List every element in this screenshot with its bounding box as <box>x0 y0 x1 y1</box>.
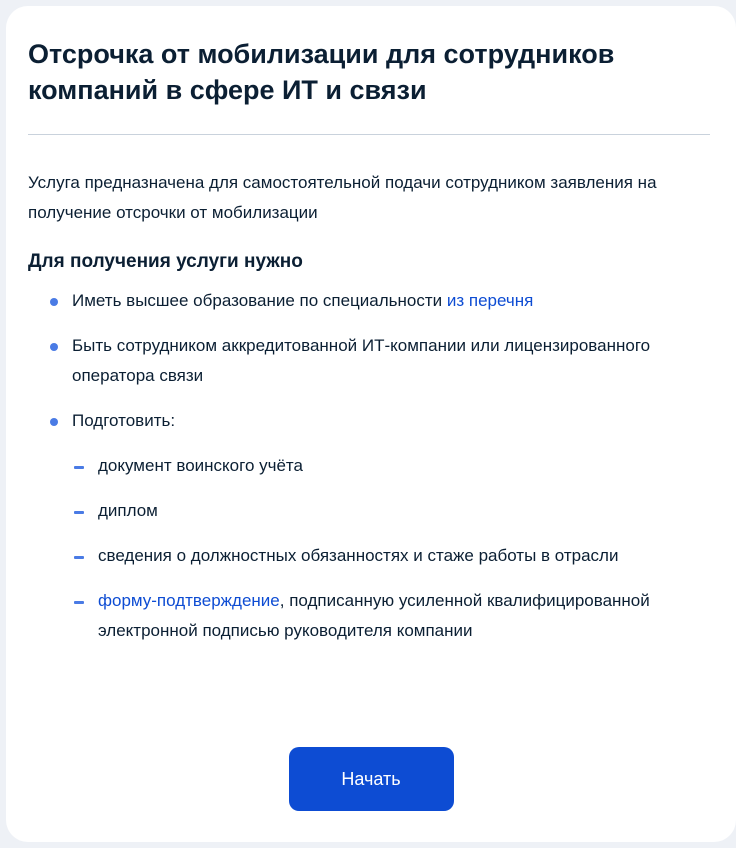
button-container <box>6 747 736 811</box>
document-text: сведения о должностных обязанностях и стаже работы в отрасли <box>98 546 619 565</box>
requirement-text: Иметь высшее образование по специальности <box>72 291 447 310</box>
bullet-icon <box>50 418 58 426</box>
document-text: документ воинского учёта <box>98 456 303 475</box>
list-item <box>28 331 708 391</box>
list-item <box>28 451 658 481</box>
list-item <box>28 541 658 571</box>
start-button[interactable]: Начать <box>289 747 454 811</box>
page-title: Отсрочка от мобилизации для сотрудников компаний в сфере ИТ и связи <box>28 39 615 105</box>
service-card <box>6 6 736 842</box>
documents-list <box>28 451 708 646</box>
dash-icon <box>74 511 84 514</box>
bullet-icon <box>50 343 58 351</box>
divider <box>28 134 710 135</box>
requirement-text: Быть сотрудником аккредитованной ИТ-компании или лицензированного оператора связи <box>72 336 651 385</box>
confirmation-form-link[interactable]: форму-подтверждение <box>98 591 280 610</box>
requirements-heading: Для получения услуги нужно <box>28 251 303 272</box>
document-text: , подписанную усиленной квалифицированной электронной подписью руководителя компании <box>98 591 650 640</box>
document-text: диплом <box>98 501 158 520</box>
list-item <box>28 496 658 526</box>
dash-icon <box>74 556 84 559</box>
list-item <box>28 286 708 316</box>
specialty-list-link[interactable]: из перечня <box>446 291 534 310</box>
dash-icon <box>74 601 84 604</box>
bullet-icon <box>50 298 58 306</box>
dash-icon <box>74 466 84 469</box>
list-item <box>28 406 708 646</box>
list-item <box>28 586 658 646</box>
requirements-list <box>28 286 708 646</box>
requirement-text: Подготовить: <box>72 411 176 430</box>
service-description: Услуга предназначена для самостоятельной подачи сотрудником заявления на получение отсрочки от мобилизации <box>28 173 657 222</box>
